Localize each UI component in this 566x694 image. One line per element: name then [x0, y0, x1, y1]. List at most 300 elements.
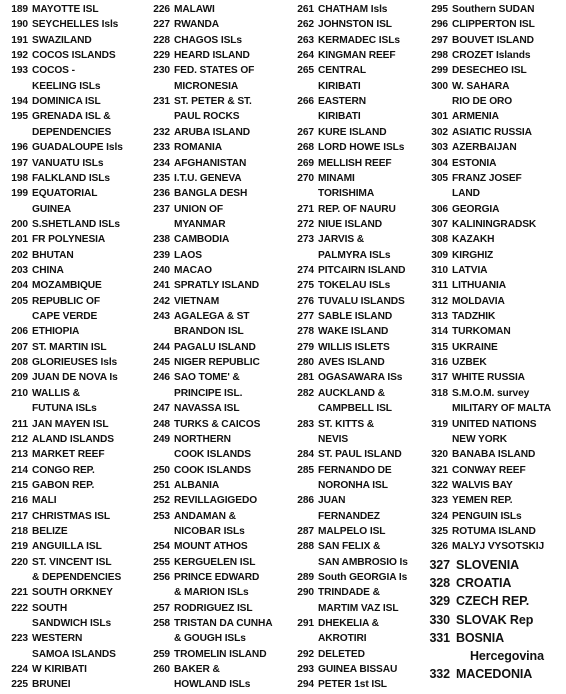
entity-number: 288 — [297, 541, 314, 553]
list-entry — [424, 17, 566, 33]
entity-number: 293 — [297, 664, 314, 676]
entity-number: 263 — [297, 34, 314, 46]
entity-name: MELLISH REEF — [318, 157, 392, 169]
list-entry — [146, 186, 286, 202]
list-entry-continuation — [424, 432, 566, 448]
entity-name: KERGUELEN ISL — [174, 556, 256, 568]
entity-name: CONGO REP. — [32, 464, 95, 476]
entity-name: REPUBLIC OF — [32, 295, 100, 307]
list-entry — [146, 248, 286, 264]
list-entry — [424, 524, 566, 540]
entity-number: 209 — [11, 372, 28, 384]
list-entry — [4, 432, 144, 448]
list-entry-continuation — [290, 401, 422, 417]
entity-name: TORISHIMA — [318, 188, 375, 200]
entity-number: 258 — [153, 618, 170, 629]
entity-number: 198 — [11, 172, 28, 184]
entity-number: 224 — [11, 664, 28, 676]
list-entry — [424, 2, 566, 18]
list-entry — [424, 263, 566, 279]
entity-number: 326 — [431, 541, 448, 553]
list-entry-continuation — [4, 647, 144, 663]
entity-number: 246 — [153, 372, 170, 384]
list-entry-continuation — [146, 585, 286, 601]
entity-number: 292 — [297, 648, 314, 660]
entity-number: 321 — [431, 464, 448, 476]
entity-name: PRINCIPE ISL. — [174, 387, 243, 399]
entity-name: BANGLA DESH — [174, 188, 248, 200]
entity-name: LATVIA — [452, 264, 488, 276]
entity-name: SOUTH ORKNEY — [32, 587, 113, 599]
entity-name: FERNANDO DE — [318, 464, 392, 476]
entity-number: 191 — [11, 34, 28, 46]
entity-name: SEYCHELLES Isls — [32, 19, 119, 31]
list-entry — [4, 340, 144, 356]
entity-name: JOHNSTON ISL — [318, 19, 392, 31]
entity-number: 322 — [431, 479, 448, 491]
entity-number: 308 — [431, 234, 448, 246]
list-entry — [4, 631, 144, 647]
entity-number: 234 — [153, 157, 170, 169]
entity-name: LORD HOWE ISLs — [318, 142, 405, 154]
entity-name: WILLIS ISLETS — [318, 341, 390, 353]
entity-name: WESTERN — [32, 633, 83, 645]
list-entry — [146, 340, 286, 356]
list-entry — [290, 370, 422, 386]
entity-number: 295 — [431, 4, 448, 15]
list-entry — [4, 248, 144, 264]
list-entry — [146, 202, 286, 218]
list-entry-continuation — [146, 79, 286, 95]
entity-number: 199 — [11, 188, 28, 200]
list-entry — [290, 677, 422, 693]
list-entry — [290, 232, 422, 248]
entity-name: REP. OF NAURU — [318, 203, 396, 215]
entity-name: PITCAIRN ISLAND — [318, 264, 406, 276]
entity-name: ALBANIA — [174, 479, 220, 491]
entity-number: 221 — [11, 587, 28, 599]
list-entry-continuation — [4, 570, 144, 586]
list-entry — [146, 539, 286, 555]
list-entry-continuation — [290, 432, 422, 448]
entity-name: S.SHETLAND ISLs — [32, 218, 120, 230]
entity-number: 311 — [431, 280, 448, 292]
entity-name: MARKET REEF — [32, 449, 105, 461]
entity-number: 287 — [297, 525, 314, 537]
list-entry — [424, 509, 566, 525]
entity-name: RIO DE ORO — [452, 96, 513, 108]
entity-name: NIGER REPUBLIC — [174, 357, 260, 369]
entity-number: 315 — [431, 341, 448, 353]
entity-name: FUTUNA ISLs — [32, 403, 97, 415]
entity-number: 285 — [297, 464, 314, 476]
entity-number: 233 — [153, 142, 170, 154]
entity-name: SAN AMBROSIO Is — [318, 556, 408, 568]
entity-name: ANDAMAN & — [174, 510, 236, 522]
list-entry-continuation — [290, 186, 422, 202]
entity-name: ROTUMA ISLAND — [452, 525, 536, 537]
entity-number: 323 — [431, 495, 448, 507]
entity-name: CAMPBELL ISL — [318, 403, 392, 415]
entity-name: CZECH REP. — [456, 594, 530, 609]
list-entry — [4, 493, 144, 509]
entity-number: 316 — [431, 357, 448, 369]
entity-name: COOK ISLANDS — [174, 449, 251, 461]
entity-number: 230 — [153, 65, 170, 77]
entity-name: NIUE ISLAND — [318, 218, 382, 230]
entity-name: SAO TOME' & — [174, 372, 240, 384]
entity-name: MALAWI — [174, 4, 215, 15]
list-entry — [424, 591, 566, 611]
list-entry — [4, 509, 144, 525]
entity-number: 278 — [297, 326, 314, 338]
entity-name: KIRIBATI — [318, 111, 361, 123]
entity-name: MACEDONIA — [456, 667, 533, 682]
entity-name: SABLE ISLAND — [318, 311, 393, 322]
list-entry — [424, 573, 566, 593]
entity-name: NORONHA ISL — [318, 479, 388, 491]
entity-name: CHATHAM Isls — [318, 4, 388, 15]
entity-name: CONWAY REEF — [452, 464, 526, 476]
entity-number: 241 — [153, 280, 170, 292]
entity-name: ETHIOPIA — [32, 326, 80, 338]
entity-number: 329 — [429, 594, 450, 609]
entity-name: RWANDA — [174, 19, 220, 31]
entity-name: MILITARY OF MALTA — [452, 403, 552, 415]
entity-number: 251 — [153, 479, 170, 491]
list-entry — [4, 417, 144, 433]
list-entry — [424, 125, 566, 141]
entity-name: CHAGOS ISLs — [174, 34, 242, 46]
entity-name: GRENADA ISL & — [32, 111, 111, 123]
list-entry — [4, 447, 144, 463]
list-entry-continuation — [290, 109, 422, 125]
entity-number: 306 — [431, 203, 448, 215]
list-entry — [146, 432, 286, 448]
list-entry-continuation — [290, 79, 422, 95]
entity-name: PETER 1st ISL — [318, 679, 387, 691]
entity-number: 256 — [153, 572, 170, 583]
entity-name: Hercegovina — [470, 649, 544, 664]
entity-name: WAKE ISLAND — [318, 326, 389, 338]
list-entry — [146, 309, 286, 325]
list-entry — [4, 478, 144, 494]
entity-number: 211 — [11, 418, 28, 430]
entity-number: 261 — [297, 4, 314, 15]
entity-number: 277 — [297, 311, 314, 322]
entity-name: SWAZILAND — [32, 34, 92, 46]
entity-number: 273 — [297, 234, 314, 246]
list-entry — [290, 662, 422, 678]
entity-name: MINAMI — [318, 172, 355, 184]
entity-name: SLOVENIA — [456, 557, 520, 572]
list-entry — [146, 478, 286, 494]
list-entry — [4, 263, 144, 279]
entity-name: South GEORGIA Is — [318, 572, 408, 583]
entity-name: HEARD ISLAND — [174, 50, 250, 62]
list-entry — [290, 17, 422, 33]
entity-number: 195 — [11, 111, 28, 123]
list-entry — [424, 610, 566, 630]
entity-name: Southern SUDAN — [452, 4, 535, 15]
entity-name: LITHUANIA — [452, 280, 506, 292]
list-entry — [424, 232, 566, 248]
list-entry — [290, 48, 422, 64]
list-entry — [4, 585, 144, 601]
list-entry — [290, 2, 422, 18]
list-entry — [146, 463, 286, 479]
list-entry — [146, 401, 286, 417]
entity-number: 214 — [11, 464, 28, 476]
entity-name: BOSNIA — [456, 630, 505, 645]
entity-number: 296 — [431, 19, 448, 31]
list-entry-continuation — [424, 646, 566, 666]
entity-number: 229 — [153, 50, 170, 62]
list-entry — [290, 463, 422, 479]
entity-number: 189 — [11, 4, 28, 15]
entity-number: 286 — [297, 495, 314, 507]
entity-number: 276 — [297, 295, 314, 307]
entity-number: 312 — [431, 295, 448, 307]
entity-name: NEW YORK — [452, 433, 508, 445]
entity-name: BAKER & — [174, 664, 220, 676]
entity-number: 225 — [11, 679, 28, 691]
entity-name: JAN MAYEN ISL — [32, 418, 109, 430]
list-entry-continuation — [4, 79, 144, 95]
entity-name: HOWLAND ISLs — [174, 679, 251, 691]
list-entry — [4, 278, 144, 294]
entity-number: 219 — [11, 541, 28, 553]
list-entry-continuation — [146, 524, 286, 540]
list-entry — [4, 294, 144, 310]
list-entry-continuation — [4, 401, 144, 417]
entity-name: CENTRAL — [318, 65, 366, 77]
entity-name: PRINCE EDWARD — [174, 572, 260, 583]
list-entry — [146, 509, 286, 525]
entity-number: 212 — [11, 433, 28, 445]
entity-name: FR POLYNESIA — [32, 234, 106, 246]
entity-name: TOKELAU ISLs — [318, 280, 391, 292]
entity-number: 197 — [11, 157, 28, 169]
list-entry — [146, 94, 286, 110]
entity-name: ASIATIC RUSSIA — [452, 126, 532, 138]
list-entry — [146, 570, 286, 586]
entity-name: RODRIGUEZ ISL — [174, 602, 253, 614]
entity-name: GUINEA BISSAU — [318, 664, 398, 676]
list-entry — [4, 186, 144, 202]
entity-name: AUCKLAND & — [318, 387, 385, 399]
list-entry — [290, 309, 422, 325]
entity-number: 237 — [153, 203, 170, 215]
entity-name: & DEPENDENCIES — [32, 572, 122, 583]
list-entry — [4, 33, 144, 49]
list-entry — [4, 94, 144, 110]
entity-number: 303 — [431, 142, 448, 154]
entity-name: S.M.O.M. survey — [452, 387, 530, 399]
entity-number: 210 — [11, 387, 28, 399]
entity-name: WALVIS BAY — [452, 479, 513, 491]
list-entry — [424, 63, 566, 79]
entity-number: 283 — [297, 418, 314, 430]
list-entry — [4, 232, 144, 248]
list-entry — [4, 17, 144, 33]
list-entry — [290, 171, 422, 187]
list-entry — [290, 355, 422, 371]
entity-name: CHINA — [32, 264, 64, 276]
list-entry — [146, 17, 286, 33]
list-entry — [4, 140, 144, 156]
entity-number: 194 — [11, 96, 28, 108]
entity-name: EASTERN — [318, 96, 366, 108]
list-entry — [424, 340, 566, 356]
list-entry — [146, 232, 286, 248]
list-entry — [146, 278, 286, 294]
list-entry — [290, 125, 422, 141]
list-entry — [424, 664, 566, 684]
entity-number: 243 — [153, 311, 170, 322]
entity-name: UKRAINE — [452, 341, 498, 353]
entity-number: 266 — [297, 96, 314, 108]
entity-name: REVILLAGIGEDO — [174, 495, 258, 507]
entity-number: 248 — [153, 418, 170, 430]
entity-number: 262 — [297, 19, 314, 31]
entity-number: 232 — [153, 126, 170, 138]
list-entry-continuation — [146, 631, 286, 647]
entity-name: ST. VINCENT ISL — [32, 556, 112, 568]
entity-name: CAMBODIA — [174, 234, 230, 246]
entity-number: 289 — [297, 572, 314, 583]
entity-name: MOZAMBIQUE — [32, 280, 102, 292]
entity-number: 328 — [429, 575, 450, 590]
entity-number: 216 — [11, 495, 28, 507]
entity-name: I.T.U. GENEVA — [174, 172, 242, 184]
list-entry — [4, 539, 144, 555]
entity-number: 280 — [297, 357, 314, 369]
entity-number: 222 — [11, 602, 28, 614]
entity-number: 200 — [11, 218, 28, 230]
list-entry — [424, 309, 566, 325]
entity-name: MICRONESIA — [174, 80, 239, 92]
entity-name: MALI — [32, 495, 57, 507]
list-entry — [290, 202, 422, 218]
entity-name: CLIPPERTON ISL — [452, 19, 535, 31]
entity-name: TURKS & CAICOS — [174, 418, 261, 430]
entity-number: 206 — [11, 326, 28, 338]
list-entry — [424, 109, 566, 125]
entity-name: COOK ISLANDS — [174, 464, 251, 476]
entity-name: GABON REP. — [32, 479, 95, 491]
entity-number: 228 — [153, 34, 170, 46]
list-entry — [290, 278, 422, 294]
entity-name: ALAND ISLANDS — [32, 433, 114, 445]
list-entry-continuation — [4, 125, 144, 141]
list-entry — [4, 370, 144, 386]
entity-name: ST. PAUL ISLAND — [318, 449, 402, 461]
list-entry-continuation — [290, 631, 422, 647]
entity-number: 226 — [153, 4, 170, 15]
list-entry — [4, 324, 144, 340]
entity-name: BOUVET ISLAND — [452, 34, 534, 46]
entity-name: PALMYRA ISLs — [318, 249, 391, 261]
entity-number: 317 — [431, 372, 448, 384]
entity-number: 250 — [153, 464, 170, 476]
entity-name: ESTONIA — [452, 157, 497, 169]
list-entry — [290, 524, 422, 540]
list-entry-continuation — [290, 248, 422, 264]
entity-number: 298 — [431, 50, 448, 62]
entity-name: & GOUGH ISLs — [174, 633, 246, 645]
entity-number: 324 — [431, 510, 448, 522]
list-entry — [146, 156, 286, 172]
list-entry-continuation — [290, 601, 422, 617]
list-entry — [424, 493, 566, 509]
list-entry — [290, 217, 422, 233]
entity-number: 331 — [429, 630, 450, 645]
list-entry — [424, 417, 566, 433]
entity-number: 268 — [297, 142, 314, 154]
entity-number: 309 — [431, 249, 448, 261]
list-entry — [424, 202, 566, 218]
entity-number: 203 — [11, 264, 28, 276]
list-entry — [290, 294, 422, 310]
list-entry — [146, 417, 286, 433]
entity-number: 304 — [431, 157, 448, 169]
entity-name: KIRGHIZ — [452, 249, 494, 261]
entity-name: W. SAHARA — [452, 80, 510, 92]
entity-name: LAND — [452, 188, 480, 200]
list-entry-continuation — [146, 677, 286, 693]
list-entry — [4, 2, 144, 18]
entity-number: 240 — [153, 264, 170, 276]
entity-number: 279 — [297, 341, 314, 353]
list-entry — [424, 355, 566, 371]
entity-name: TROMELIN ISLAND — [174, 648, 267, 660]
entity-number: 265 — [297, 65, 314, 77]
entity-number: 190 — [11, 19, 28, 31]
entity-name: PAUL ROCKS — [174, 111, 240, 123]
entity-name: MAYOTTE ISL — [32, 4, 99, 15]
entity-number: 314 — [431, 326, 448, 338]
entity-name: PENGUIN ISLs — [452, 510, 522, 522]
entity-number: 236 — [153, 188, 170, 200]
list-entry-continuation — [4, 616, 144, 632]
list-entry — [424, 463, 566, 479]
entity-name: MYANMAR — [174, 218, 226, 230]
entity-name: SAN FELIX & — [318, 541, 381, 553]
entity-name: MALYJ VYSOTSKIJ — [452, 541, 545, 553]
list-entry — [146, 616, 286, 632]
list-entry — [290, 63, 422, 79]
entity-name: FRANZ JOSEF — [452, 172, 522, 184]
entity-name: NEVIS — [318, 433, 349, 445]
entity-number: 193 — [11, 65, 28, 77]
list-entry — [290, 386, 422, 402]
list-entry — [146, 263, 286, 279]
entity-number: 242 — [153, 295, 170, 307]
entity-number: 218 — [11, 525, 28, 537]
entity-number: 313 — [431, 311, 448, 322]
entity-name: BHUTAN — [32, 249, 74, 261]
list-entry — [290, 417, 422, 433]
entity-name: KEELING ISLs — [32, 80, 101, 92]
entity-name: W KIRIBATI — [32, 664, 87, 676]
entity-name: TURKOMAN — [452, 326, 511, 338]
entity-name: DEPENDENCIES — [32, 126, 112, 138]
entity-number: 267 — [297, 126, 314, 138]
entity-number: 238 — [153, 234, 170, 246]
list-entry — [290, 94, 422, 110]
entity-number: 307 — [431, 218, 448, 230]
